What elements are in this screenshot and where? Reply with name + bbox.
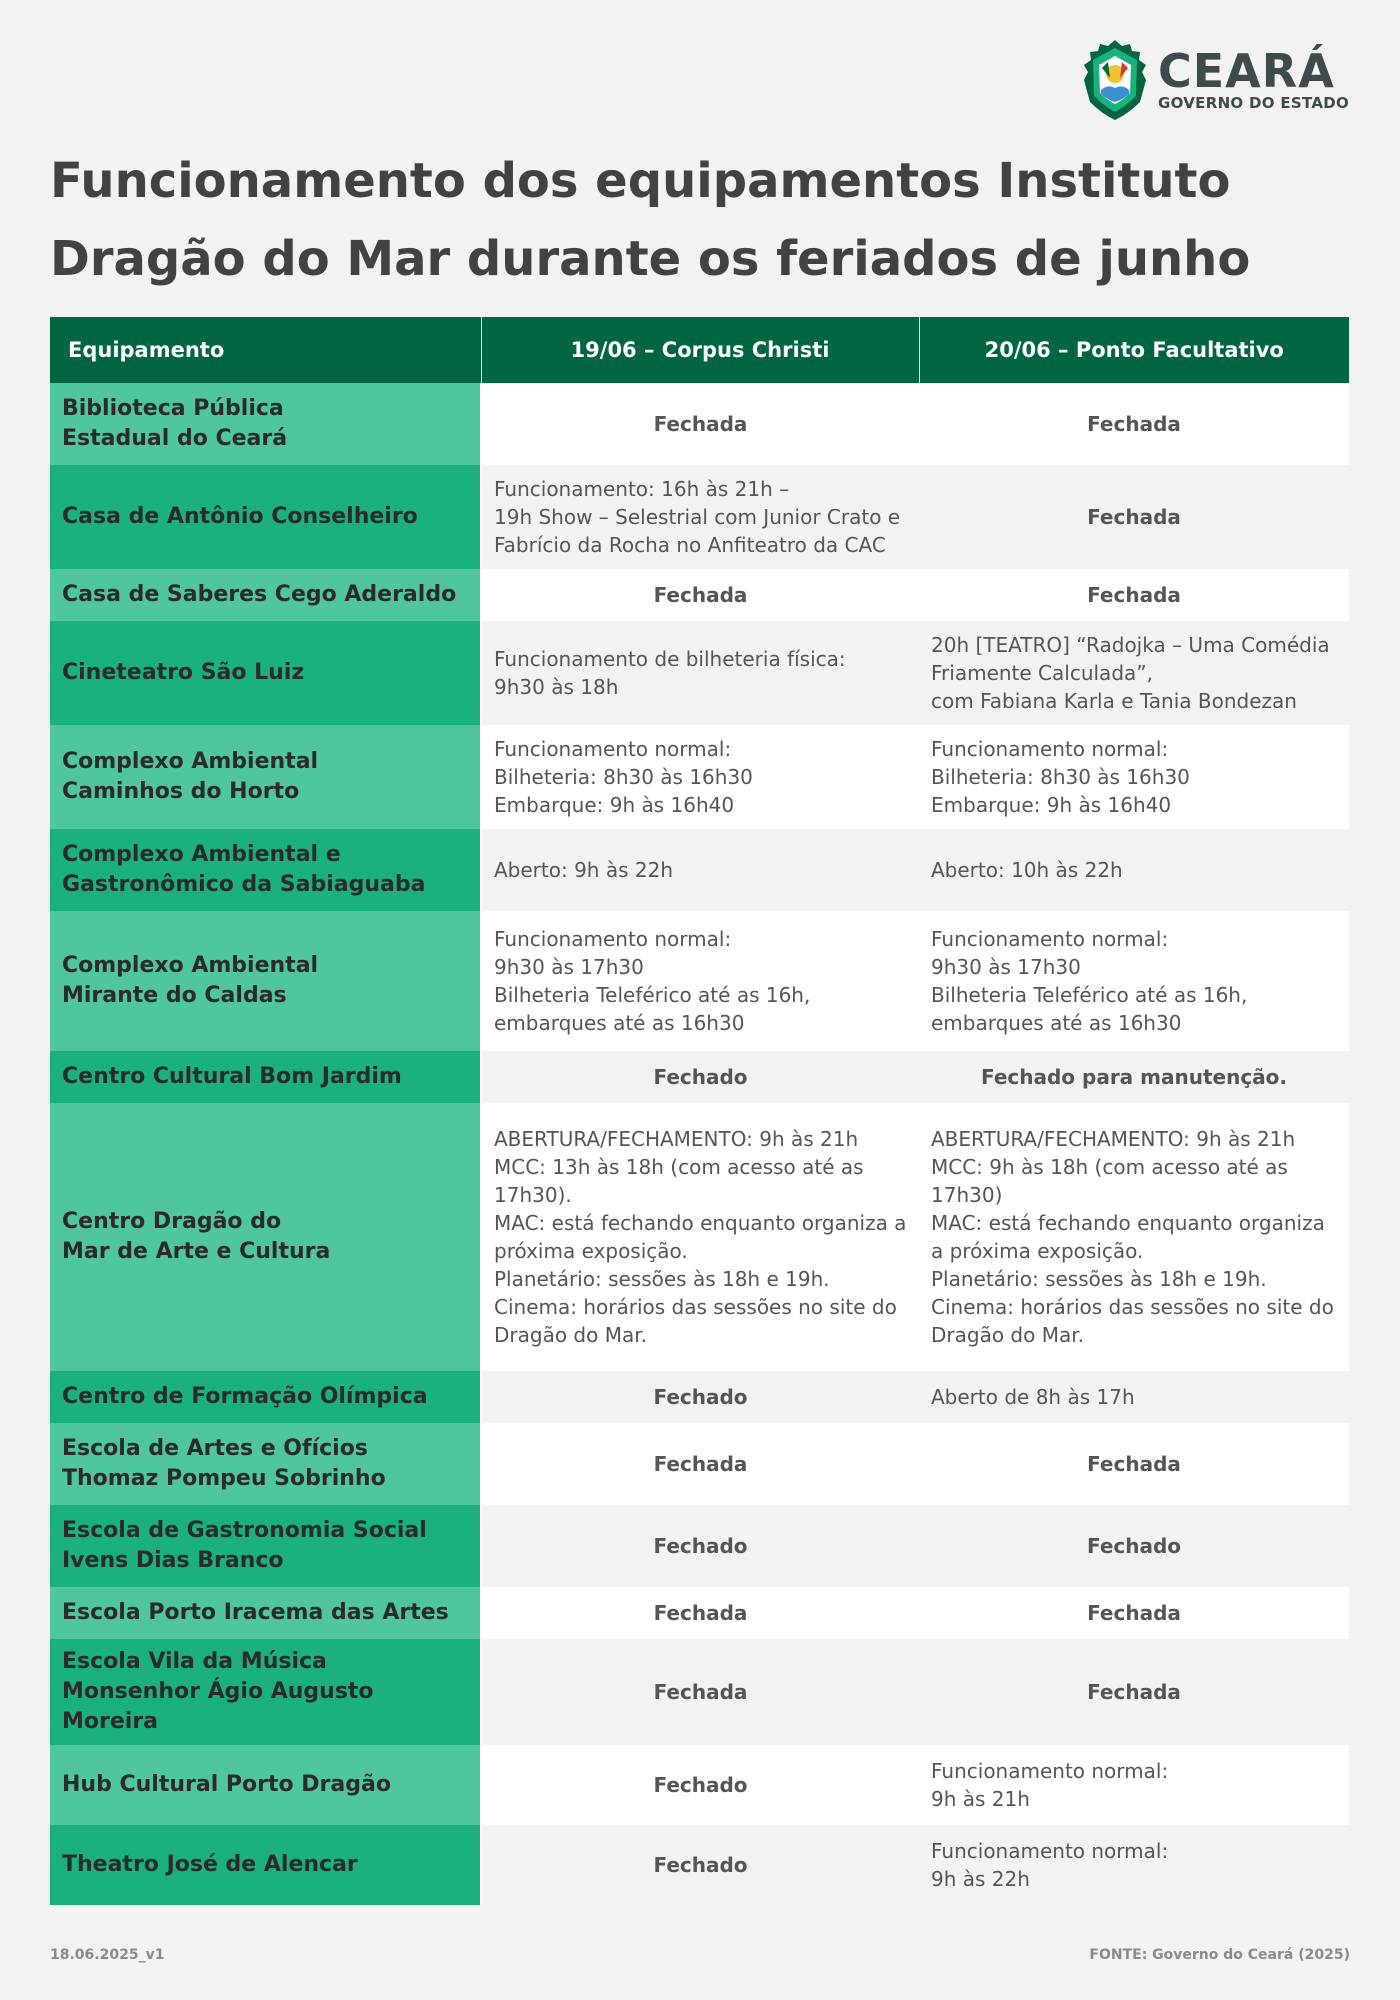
corpus-christi-cell: Fechado <box>481 1505 919 1587</box>
ponto-facultativo-cell: Fechada <box>919 383 1349 465</box>
equipment-name: Theatro José de Alencar <box>50 1825 481 1905</box>
table-row <box>50 829 1349 911</box>
source-label: FONTE: Governo do Ceará (2025) <box>1089 1947 1350 1963</box>
ponto-facultativo-cell: Aberto: 10h às 22h <box>919 829 1349 911</box>
government-logo <box>1082 38 1349 122</box>
ponto-facultativo-cell: Fechada <box>919 465 1349 569</box>
column-header-ponto-facultativo: 20/06 – Ponto Facultativo <box>919 317 1349 383</box>
table-row <box>50 465 1349 569</box>
corpus-christi-cell: Fechada <box>481 569 919 621</box>
table-row <box>50 911 1349 1051</box>
corpus-christi-cell: Fechada <box>481 383 919 465</box>
ceara-coat-of-arms-icon <box>1082 38 1148 122</box>
corpus-christi-cell: Fechado <box>481 1371 919 1423</box>
equipment-name: Hub Cultural Porto Dragão <box>50 1745 481 1825</box>
corpus-christi-cell: Funcionamento normal: 9h30 às 17h30 Bilheteria Teleférico até as 16h, embarques até as 16h30 <box>481 911 919 1051</box>
table-row <box>50 1505 1349 1587</box>
table-row <box>50 1103 1349 1371</box>
ponto-facultativo-cell: Fechado para manutenção. <box>919 1051 1349 1103</box>
table-header-row <box>50 317 1349 383</box>
ponto-facultativo-cell: Fechada <box>919 569 1349 621</box>
equipment-name: Centro Cultural Bom Jardim <box>50 1051 481 1103</box>
equipment-name: Centro Dragão do Mar de Arte e Cultura <box>50 1103 481 1371</box>
ponto-facultativo-cell: Fechada <box>919 1587 1349 1639</box>
logo-subtitle: GOVERNO DO ESTADO <box>1158 94 1350 112</box>
equipment-name: Biblioteca Pública Estadual do Ceará <box>50 383 481 465</box>
equipment-name: Casa de Saberes Cego Aderaldo <box>50 569 481 621</box>
equipment-name: Escola de Gastronomia Social Ivens Dias Branco <box>50 1505 481 1587</box>
equipment-name: Escola Porto Iracema das Artes <box>50 1587 481 1639</box>
table-row <box>50 1587 1349 1639</box>
column-header-corpus-christi: 19/06 – Corpus Christi <box>481 317 919 383</box>
ponto-facultativo-cell: ABERTURA/FECHAMENTO: 9h às 21h MCC: 9h às 18h (com acesso até as 17h30) MAC: está fechando enquanto organiza a próxima exposição. Planetário: sessões às 18h e 19h. Cinema: horários das sessões no site do Dragão do Mar. <box>919 1103 1349 1371</box>
corpus-christi-cell: Funcionamento normal: Bilheteria: 8h30 às 16h30 Embarque: 9h às 16h40 <box>481 725 919 829</box>
ponto-facultativo-cell: Fechada <box>919 1423 1349 1505</box>
table-row <box>50 1423 1349 1505</box>
ponto-facultativo-cell: Aberto de 8h às 17h <box>919 1371 1349 1423</box>
ponto-facultativo-cell: Funcionamento normal: 9h30 às 17h30 Bilheteria Teleférico até as 16h, embarques até as 16h30 <box>919 911 1349 1051</box>
equipment-name: Cineteatro São Luiz <box>50 621 481 725</box>
table-row <box>50 725 1349 829</box>
corpus-christi-cell: Fechado <box>481 1825 919 1905</box>
table-row <box>50 621 1349 725</box>
ponto-facultativo-cell: 20h [TEATRO] “Radojka – Uma Comédia Friamente Calculada”, com Fabiana Karla e Tania Bondezan <box>919 621 1349 725</box>
ponto-facultativo-cell: Funcionamento normal: 9h às 21h <box>919 1745 1349 1825</box>
table-row <box>50 1825 1349 1905</box>
version-label: 18.06.2025_v1 <box>50 1947 165 1963</box>
ponto-facultativo-cell: Fechado <box>919 1505 1349 1587</box>
schedule-table <box>50 317 1349 1905</box>
corpus-christi-cell: Fechado <box>481 1051 919 1103</box>
corpus-christi-cell: Funcionamento: 16h às 21h – 19h Show – Selestrial com Junior Crato e Fabrício da Rocha no Anfiteatro da CAC <box>481 465 919 569</box>
corpus-christi-cell: Aberto: 9h às 22h <box>481 829 919 911</box>
table-row <box>50 1051 1349 1103</box>
table-row <box>50 1639 1349 1745</box>
corpus-christi-cell: Fechada <box>481 1587 919 1639</box>
table-body <box>50 383 1349 1905</box>
table-row <box>50 1371 1349 1423</box>
corpus-christi-cell: ABERTURA/FECHAMENTO: 9h às 21h MCC: 13h às 18h (com acesso até as 17h30). MAC: está fechando enquanto organiza a próxima exposição. Planetário: sessões às 18h e 19h. Cinema: horários das sessões no site do Dragão do Mar. <box>481 1103 919 1371</box>
table-row <box>50 1745 1349 1825</box>
column-header-equipment: Equipamento <box>50 317 481 383</box>
table-row <box>50 569 1349 621</box>
ponto-facultativo-cell: Funcionamento normal: Bilheteria: 8h30 às 16h30 Embarque: 9h às 16h40 <box>919 725 1349 829</box>
equipment-name: Centro de Formação Olímpica <box>50 1371 481 1423</box>
corpus-christi-cell: Fechada <box>481 1639 919 1745</box>
equipment-name: Complexo Ambiental Mirante do Caldas <box>50 911 481 1051</box>
equipment-name: Complexo Ambiental Caminhos do Horto <box>50 725 481 829</box>
page-title: Funcionamento dos equipamentos Instituto Dragão do Mar durante os feriados de junho <box>50 153 1251 287</box>
equipment-name: Escola Vila da Música Monsenhor Ágio Augusto Moreira <box>50 1639 481 1745</box>
table-row <box>50 383 1349 465</box>
corpus-christi-cell: Funcionamento de bilheteria física: 9h30 às 18h <box>481 621 919 725</box>
equipment-name: Escola de Artes e Ofícios Thomaz Pompeu Sobrinho <box>50 1423 481 1505</box>
ponto-facultativo-cell: Funcionamento normal: 9h às 22h <box>919 1825 1349 1905</box>
corpus-christi-cell: Fechada <box>481 1423 919 1505</box>
corpus-christi-cell: Fechado <box>481 1745 919 1825</box>
ponto-facultativo-cell: Fechada <box>919 1639 1349 1745</box>
equipment-name: Complexo Ambiental e Gastronômico da Sabiaguaba <box>50 829 481 911</box>
logo-name: CEARÁ <box>1158 44 1335 98</box>
equipment-name: Casa de Antônio Conselheiro <box>50 465 481 569</box>
